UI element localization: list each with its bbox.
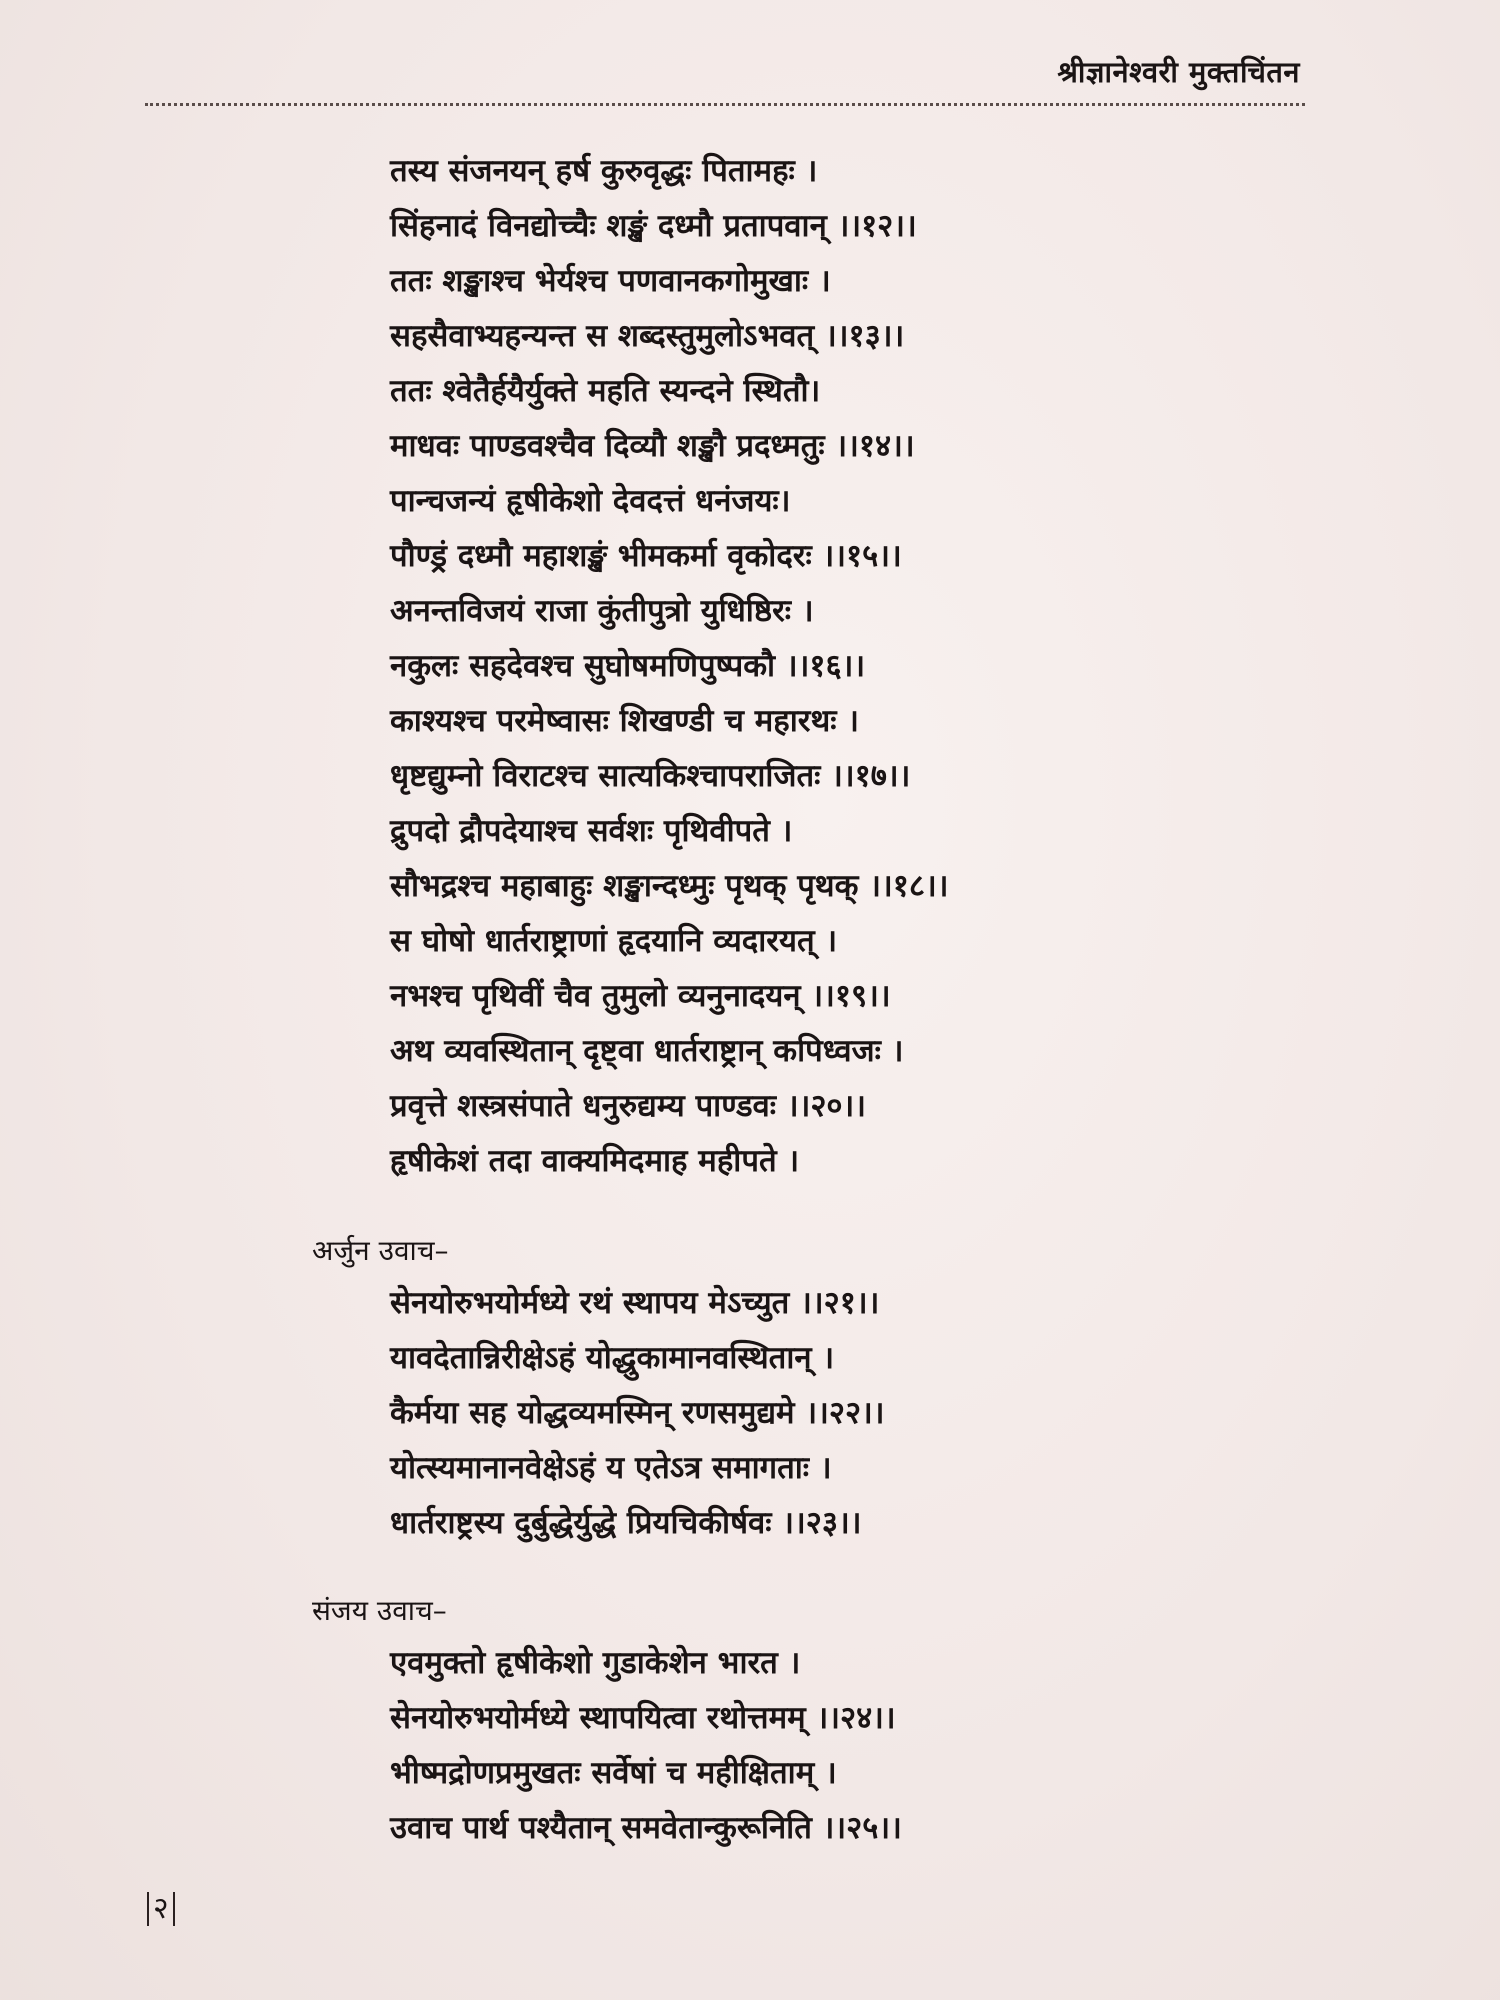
speaker-heading-arjuna: अर्जुन उवाच– [312, 1234, 449, 1267]
verse-line: यावदेतान्निरीक्षेऽहं योद्धुकामानवस्थितान् । [390, 1340, 835, 1376]
verse-line: योत्स्यमानानवेक्षेऽहं य एतेऽत्र समागताः । [390, 1450, 832, 1486]
verse-line: धृष्टद्युम्नो विराटश्च सात्यकिश्चापराजितः ।।१७।। [390, 758, 911, 794]
verse-line: भीष्मद्रोणप्रमुखतः सर्वेषां च महीक्षिताम् । [390, 1755, 837, 1791]
verse-line: ततः शङ्खाश्च भेर्यश्च पणवानकगोमुखाः । [390, 263, 831, 299]
verse-line: एवमुक्तो हृषीकेशो गुडाकेशेन भारत । [390, 1645, 801, 1681]
verse-line: पान्चजन्यं हृषीकेशो देवदत्तं धनंजयः। [390, 483, 791, 519]
verse-line: सहसैवाभ्यहन्यन्त स शब्दस्तुमुलोऽभवत् ।।१३।। [390, 318, 905, 354]
verse-line: सेनयोरुभयोर्मध्ये स्थापयित्वा रथोत्तमम् ।।२४।। [390, 1700, 896, 1736]
verse-line: ततः श्वेतैर्हयैर्युक्ते महति स्यन्दने स्थितौ। [390, 373, 821, 409]
verse-line: अनन्तविजयं राजा कुंतीपुत्रो युधिष्ठिरः । [390, 593, 814, 629]
verse-line: पौण्ड्रं दध्मौ महाशङ्खं भीमकर्मा वृकोदरः ।।१५।। [390, 538, 902, 574]
running-title: श्रीज्ञानेश्वरी मुक्तचिंतन [1057, 55, 1300, 89]
verse-block-main [390, 144, 1290, 1189]
verse-line: माधवः पाण्डवश्चैव दिव्यौ शङ्खौ प्रदध्मतुः ।।१४।। [390, 428, 915, 464]
verse-line: तस्य संजनयन् हर्ष कुरुवृद्धः पितामहः । [390, 153, 818, 189]
verse-line: हृषीकेशं तदा वाक्यमिदमाह महीपते । [390, 1143, 800, 1179]
verse-line: काश्यश्च परमेष्वासः शिखण्डी च महारथः । [390, 703, 860, 739]
header-dotted-rule [145, 103, 1305, 106]
verse-line: उवाच पार्थ पश्यैतान् समवेतान्कुरूनिति ।।२५।। [390, 1810, 902, 1846]
verse-line: सौभद्रश्च महाबाहुः शङ्खान्दध्मुः पृथक् पृथक् ।।१८।। [390, 868, 949, 904]
verse-line: प्रवृत्ते शस्त्रसंपाते धनुरुद्यम्य पाण्डवः ।।२०।। [390, 1088, 867, 1124]
verse-line: धार्तराष्ट्रस्य दुर्बुद्धेर्युद्धे प्रियचिकीर्षवः ।।२३।। [390, 1505, 862, 1541]
speaker-heading-sanjaya: संजय उवाच– [312, 1594, 447, 1627]
verse-line: नभश्च पृथिवीं चैव तुमुलो व्यनुनादयन् ।।१९।। [390, 978, 891, 1014]
verse-line: कैर्मया सह योद्धव्यमस्मिन् रणसमुद्यमे ।।२२।। [390, 1395, 885, 1431]
page-number: २ [147, 1892, 175, 1926]
verse-block-sanjaya [390, 1636, 1290, 1856]
verse-line: अथ व्यवस्थितान् दृष्ट्वा धार्तराष्ट्रान् कपिध्वजः । [390, 1033, 904, 1069]
verse-block-arjuna [390, 1276, 1290, 1551]
verse-line: सेनयोरुभयोर्मध्ये रथं स्थापय मेऽच्युत ।।२१।। [390, 1285, 880, 1321]
verse-line: स घोषो धार्तराष्ट्राणां हृदयानि व्यदारयत् । [390, 923, 838, 959]
verse-line: द्रुपदो द्रौपदेयाश्च सर्वशः पृथिवीपते । [390, 813, 793, 849]
verse-line: सिंहनादं विनद्योच्चैः शङ्खं दध्मौ प्रतापवान् ।।१२।। [390, 208, 917, 244]
verse-line: नकुलः सहदेवश्च सुघोषमणिपुष्पकौ ।।१६।। [390, 648, 866, 684]
